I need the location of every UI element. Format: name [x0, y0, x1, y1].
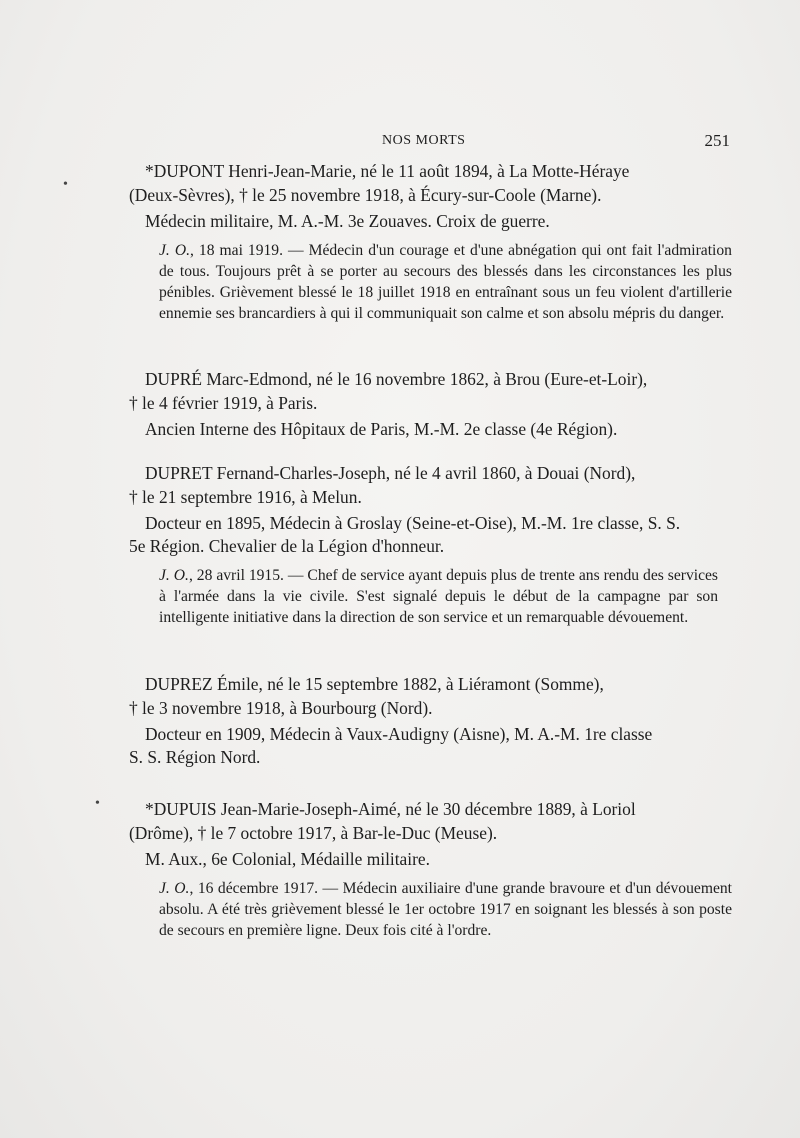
citation-ref: J. O. [159, 242, 190, 259]
entry-heading-line: † le 3 novembre 1918, à Bourbourg (Nord). [129, 698, 433, 718]
entry-heading-line: DUPRÉ Marc-Edmond, né le 16 novembre 1862, à Brou (Eure-et-Loir), [145, 369, 648, 389]
page-header [130, 133, 730, 153]
entry-heading-line: † le 21 septembre 1916, à Melun. [129, 487, 362, 507]
margin-dot: • [95, 796, 100, 811]
obituary-entry-dupre [129, 367, 732, 441]
obituary-entry-dupont [129, 159, 732, 324]
margin-dot: • [63, 177, 68, 192]
entry-heading-line: *DUPUIS Jean-Marie-Joseph-Aimé, né le 30 décembre 1889, à Loriol [145, 799, 636, 819]
entry-service [129, 512, 732, 558]
entry-heading-line: DUPRET Fernand-Charles-Joseph, né le 4 avril 1860, à Douai (Nord), [145, 463, 636, 483]
entry-heading-line: *DUPONT Henri-Jean-Marie, né le 11 août 1894, à La Motte-Héraye [145, 161, 630, 181]
entry-citation [129, 565, 732, 628]
running-title: NOS MORTS [382, 133, 466, 148]
entry-service [129, 723, 732, 769]
entry-citation [129, 240, 732, 324]
citation-ref: J. O. [159, 567, 189, 584]
entry-heading-line: DUPREZ Émile, né le 15 septembre 1882, à Liéramont (Somme), [145, 674, 604, 694]
citation-ref: J. O. [159, 880, 190, 897]
obituary-entry-duprez [129, 672, 732, 769]
citation-text: , 18 mai 1919. — Médecin d'un courage et d'une abnégation qui ont fait l'admiration de tous. Toujours prêt à se porter au secours des blessés dans les circonstances les plus pénibles. Grièvement blessé le 18 juillet 1918 en entraînant sous un feu violent d'artillerie ennemie ses brancardiers à qui il communiquait son calme et son absolu mépris du danger. [159, 242, 732, 322]
entry-service-line: Docteur en 1895, Médecin à Groslay (Seine-et-Oise), M.-M. 1re classe, S. S. [145, 513, 681, 533]
entry-service: Médecin militaire, M. A.-M. 3e Zouaves. Croix de guerre. [145, 211, 550, 231]
entry-service-line: S. S. Région Nord. [129, 747, 261, 767]
entry-service-line: Docteur en 1909, Médecin à Vaux-Audigny (Aisne), M. A.-M. 1re classe [145, 724, 653, 744]
obituary-entry-dupuis [129, 797, 732, 941]
citation-text: , 28 avril 1915. — Chef de service ayant depuis plus de trente ans rendu des services à l'armée dans la vie civile. S'est signalé depuis le début de la campagne par son intelligente initiative dans la direction de son service et un remarquable dévouement. [159, 567, 718, 626]
entry-heading-line: † le 4 février 1919, à Paris. [129, 393, 318, 413]
entry-heading-line: (Deux-Sèvres), † le 25 novembre 1918, à Écury-sur-Coole (Marne). [129, 185, 602, 205]
obituary-entry-dupret [129, 461, 732, 628]
page-number: 251 [704, 131, 730, 150]
entry-service: Ancien Interne des Hôpitaux de Paris, M.-M. 2e classe (4e Région). [145, 419, 618, 439]
entry-service-line: 5e Région. Chevalier de la Légion d'honneur. [129, 536, 445, 556]
entry-citation [129, 878, 732, 941]
citation-text: , 16 décembre 1917. — Médecin auxiliaire d'une grande bravoure et d'un dévouement absolu. A été très grièvement blessé le 1er octobre 1917 en soignant les blessés à son poste de secours en première ligne. Deux fois cité à l'ordre. [159, 880, 732, 939]
entry-service: M. Aux., 6e Colonial, Médaille militaire. [145, 849, 430, 869]
entry-heading-line: (Drôme), † le 7 octobre 1917, à Bar-le-Duc (Meuse). [129, 823, 498, 843]
